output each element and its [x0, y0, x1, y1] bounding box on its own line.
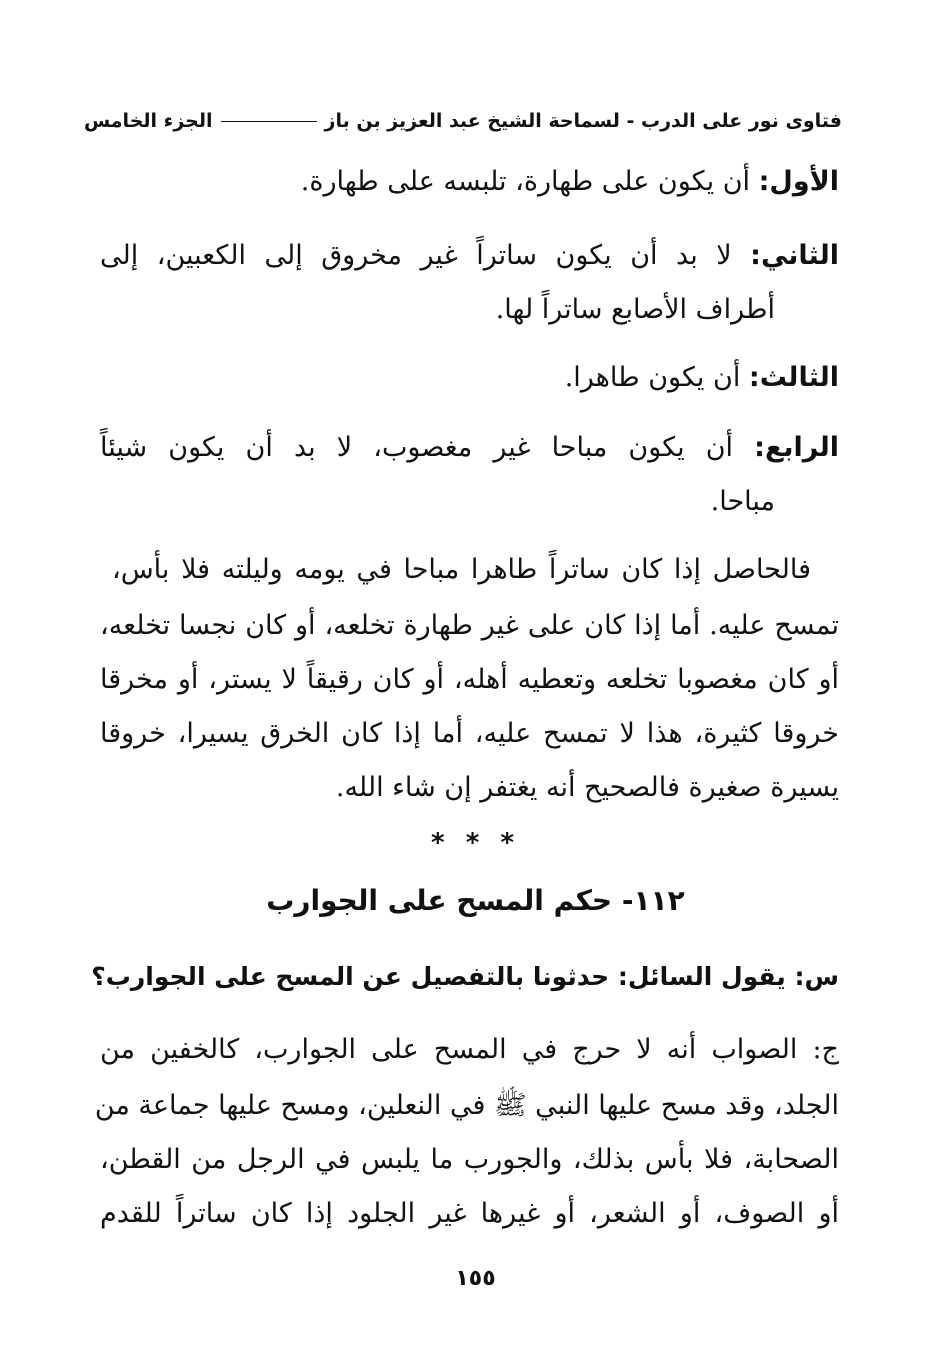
question-text: س: يقول السائل: حدثونا بالتفصيل عن المسح على الجوارب؟ [91, 962, 839, 991]
condition-text: أن يكون طاهرا. [564, 362, 741, 393]
section-separator: * * * [431, 828, 520, 858]
summary-line: يسيرة صغيرة فالصحيح أنه يغتفر إن شاء الله. [335, 772, 839, 803]
condition-third [565, 358, 839, 398]
condition-second-continuation [496, 290, 775, 330]
summary-line: فالحاصل إذا كان ساتراً طاهرا مباحا في يومه وليلته فلا بأس، [112, 554, 811, 585]
condition-text: مباحا. [710, 486, 775, 517]
answer-line: ج: الصواب أنه لا حرج في المسح على الجوارب، كالخفين من [100, 1034, 839, 1065]
volume-label: الجزء الخامس [83, 110, 213, 132]
header-rule [221, 121, 317, 122]
condition-text: أن يكون مباحا غير مغصوب، لا بد أن يكون شيئاً [100, 432, 734, 463]
condition-label: الرابع: [754, 432, 839, 463]
condition-label: الأول: [758, 166, 839, 197]
condition-fourth-continuation [711, 482, 775, 522]
answer-line: الجلد، وقد مسح عليها النبي ﷺ في النعلين، ومسح عليها جماعة من [94, 1090, 839, 1121]
condition-text: أطراف الأصابع ساتراً لها. [495, 294, 775, 325]
answer-line: أو الصوف، أو الشعر، أو غيرها غير الجلود إذا كان ساتراً للقدم [100, 1198, 839, 1229]
running-header [83, 104, 842, 138]
summary-line: خروقا كثيرة، هذا لا تمسح عليه، أما إذا كان الخرق يسيرا، خروقا [100, 718, 839, 749]
condition-text: لا بد أن يكون ساتراً غير مخروق إلى الكعبين، إلى [100, 240, 732, 271]
condition-label: الثاني: [750, 240, 839, 271]
section-title: ١١٢- حكم المسح على الجوارب [266, 884, 685, 917]
book-title: فتاوى نور على الدرب - لسماحة الشيخ عبد العزيز بن باز [324, 110, 842, 132]
page-number: ١٥٥ [455, 1266, 496, 1291]
condition-text: أن يكون على طهارة، تلبسه على طهارة. [300, 166, 751, 197]
condition-first [301, 162, 839, 202]
condition-fourth [100, 428, 839, 468]
condition-label: الثالث: [748, 362, 839, 393]
summary-line: أو كان مغصوبا تخلعه وتعطيه أهله، أو كان رقيقاً لا يستر، أو مخرقا [100, 664, 839, 695]
summary-line: تمسح عليه. أما إذا كان على غير طهارة تخلعه، أو كان نجسا تخلعه، [100, 610, 839, 641]
answer-line: الصحابة، فلا بأس بذلك، والجورب ما يلبس في الرجل من القطن، [100, 1144, 839, 1175]
condition-second [100, 236, 839, 276]
